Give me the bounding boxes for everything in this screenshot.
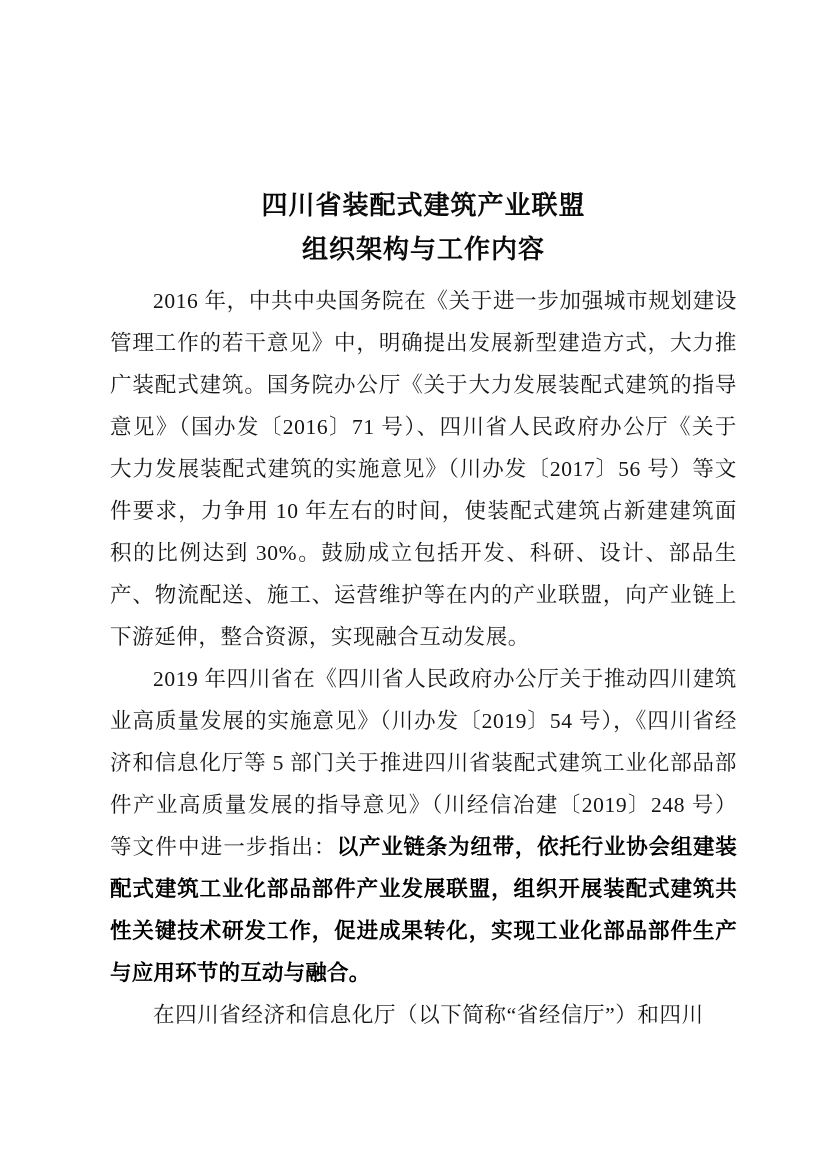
- paragraph-policy-2019-emphasis-text: 以产业链条为纽带，依托行业协会组建装配式建筑工业化部品部件产业发展联盟，组织开展装配式建筑共性关键技术研发工作，促进成果转化，实现工业化部品部件生产与应用环节的互动与融合。: [110, 835, 737, 985]
- paragraph-policy-2019: [110, 658, 737, 994]
- document-title: [110, 184, 737, 272]
- paragraph-alliance-intro: 在四川省经济和信息化厅（以下简称“省经信厅”）和四川: [153, 1003, 704, 1027]
- paragraph-policy-2016: 2016 年，中共中央国务院在《关于进一步加强城市规划建设管理工作的若干意见》中，明确提出发展新型建造方式，大力推广装配式建筑。国务院办公厅《关于大力发展装配式建筑的指导意见》（国办发〔2016〕71 号）、四川省人民政府办公厅《关于大力发展装配式建筑的实施意见》（川办发〔2017〕56 号）等文件要求，力争用 10 年左右的时间，使装配式建筑占新建建筑面积的比例达到 30%。鼓励成立包括开发、科研、设计、部品生产、物流配送、施工、运营维护等在内的产业联盟，向产业链上下游延伸，整合资源，实现融合互动发展。: [110, 289, 737, 649]
- document-title-line-2: 组织架构与工作内容: [301, 235, 545, 264]
- paragraph-policy-2019-normal-text: 2019 年四川省在《四川省人民政府办公厅关于推动四川建筑业高质量发展的实施意见》（川办发〔2019〕54 号），《四川省经济和信息化厅等 5 部门关于推进四川省装配式建筑工业化部品部件产业高质量发展的指导意见》（川经信冶建〔2019〕248 号）等文件中进一步指出：: [110, 667, 737, 859]
- document-content: [110, 184, 737, 1036]
- document-title-line-1: 四川省装配式建筑产业联盟: [261, 191, 586, 220]
